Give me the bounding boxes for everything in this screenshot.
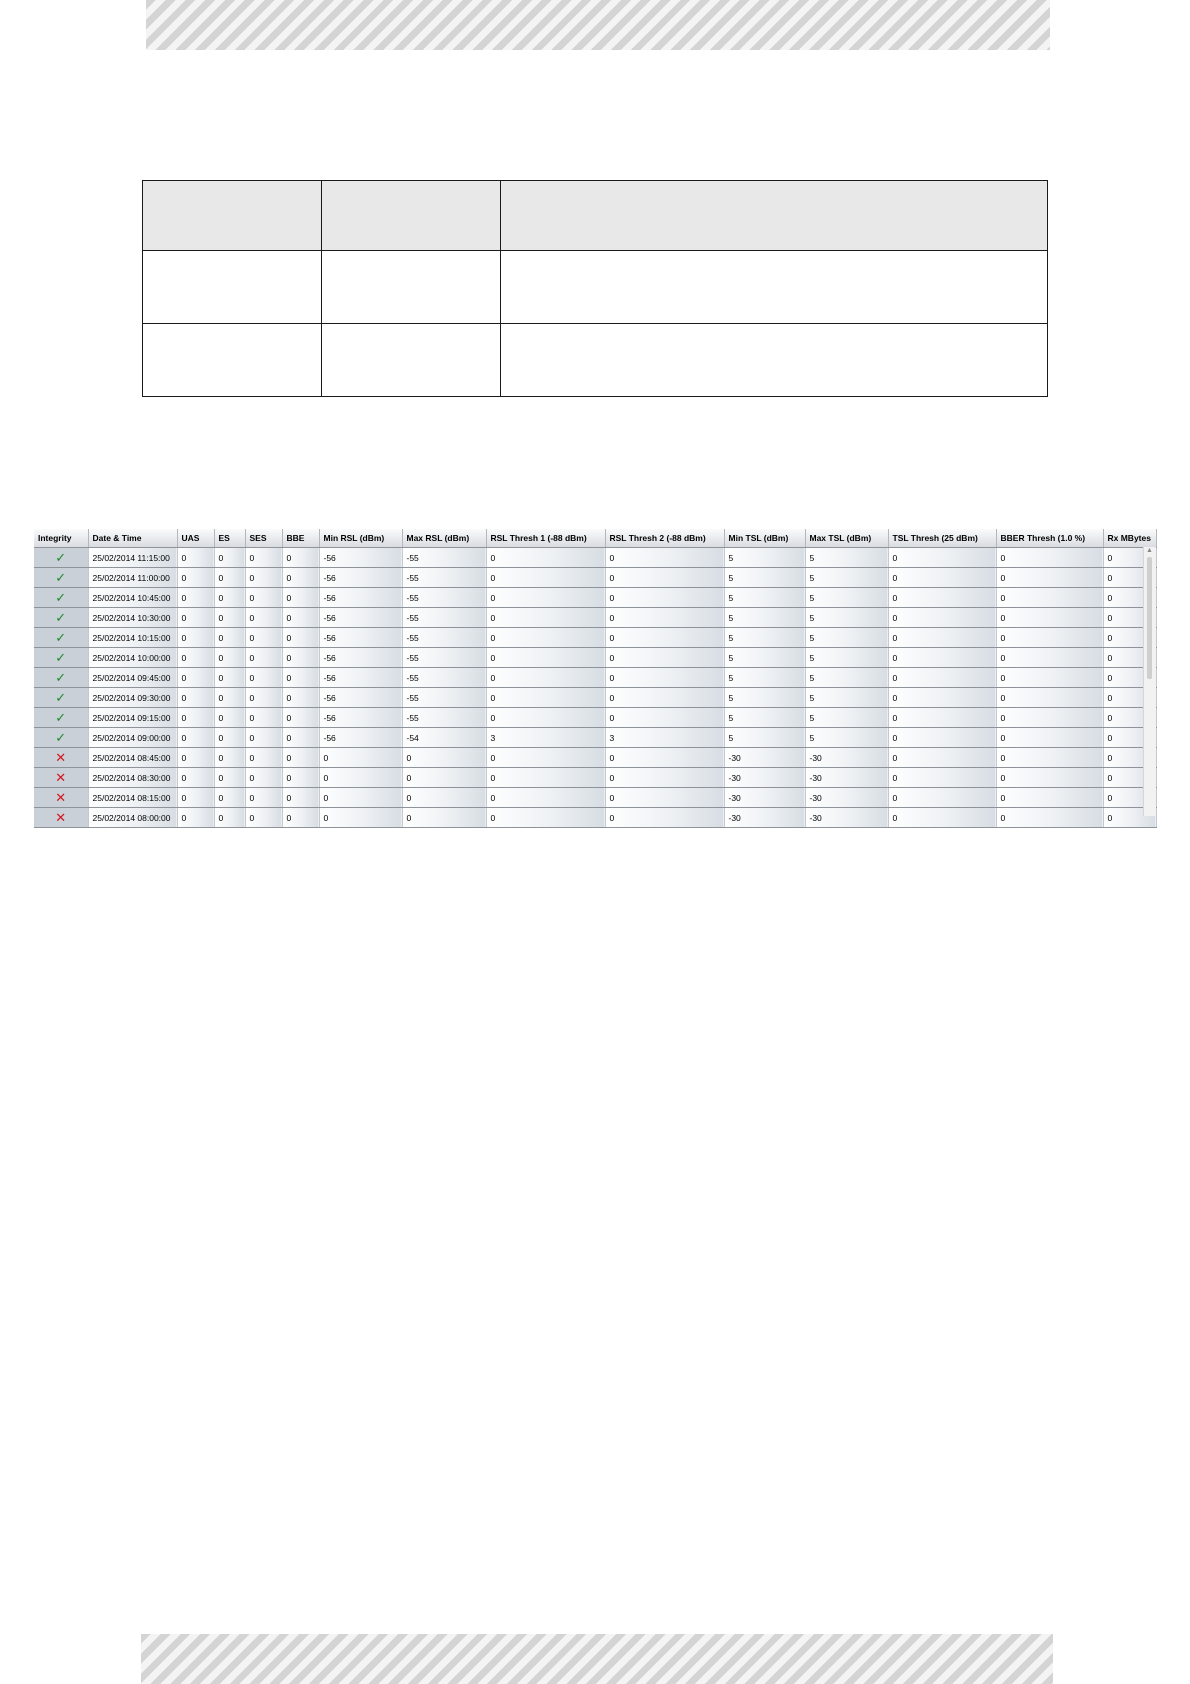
value-cell: 0 bbox=[888, 568, 996, 588]
value-cell: 0 bbox=[486, 608, 605, 628]
value-cell: -55 bbox=[402, 548, 486, 568]
value-cell: 0 bbox=[245, 628, 282, 648]
value-cell: -30 bbox=[805, 768, 888, 788]
value-cell: -55 bbox=[402, 588, 486, 608]
value-cell: 0 bbox=[245, 568, 282, 588]
value-cell: 0 bbox=[888, 708, 996, 728]
value-cell: 0 bbox=[214, 568, 245, 588]
value-cell: 0 bbox=[605, 748, 724, 768]
value-cell: 0 bbox=[996, 648, 1103, 668]
value-cell: 0 bbox=[282, 668, 319, 688]
value-cell: -55 bbox=[402, 608, 486, 628]
value-cell: 0 bbox=[282, 728, 319, 748]
value-cell: 0 bbox=[402, 768, 486, 788]
value-cell: 0 bbox=[214, 608, 245, 628]
value-cell: 0 bbox=[177, 748, 214, 768]
check-icon: ✓ bbox=[34, 588, 88, 608]
value-cell: 0 bbox=[1103, 808, 1156, 828]
column-header[interactable]: Date & Time bbox=[88, 529, 177, 548]
value-cell: 0 bbox=[214, 668, 245, 688]
cross-icon: ✕ bbox=[34, 748, 88, 768]
value-cell: 3 bbox=[486, 728, 605, 748]
value-cell: 0 bbox=[245, 648, 282, 668]
value-cell: 0 bbox=[245, 668, 282, 688]
date-time-cell: 25/02/2014 10:30:00 bbox=[88, 608, 177, 628]
date-time-cell: 25/02/2014 10:15:00 bbox=[88, 628, 177, 648]
value-cell: 0 bbox=[282, 548, 319, 568]
column-header[interactable]: Integrity bbox=[34, 529, 88, 548]
value-cell: 0 bbox=[605, 668, 724, 688]
value-cell: 0 bbox=[605, 708, 724, 728]
value-cell: 0 bbox=[888, 728, 996, 748]
value-cell: -56 bbox=[319, 608, 402, 628]
value-cell: 0 bbox=[177, 808, 214, 828]
value-cell: 0 bbox=[282, 708, 319, 728]
value-cell: 0 bbox=[888, 628, 996, 648]
value-cell: 0 bbox=[177, 648, 214, 668]
reference-cell bbox=[143, 251, 322, 324]
reference-cell bbox=[143, 324, 322, 397]
value-cell: 0 bbox=[605, 548, 724, 568]
value-cell: 0 bbox=[282, 568, 319, 588]
value-cell: 0 bbox=[177, 588, 214, 608]
value-cell: 0 bbox=[282, 588, 319, 608]
value-cell: -56 bbox=[319, 588, 402, 608]
value-cell: 0 bbox=[996, 588, 1103, 608]
table-row[interactable] bbox=[34, 608, 1156, 628]
reference-header-cell bbox=[322, 181, 501, 251]
value-cell: 0 bbox=[282, 648, 319, 668]
value-cell: -56 bbox=[319, 648, 402, 668]
value-cell: -56 bbox=[319, 568, 402, 588]
value-cell: 0 bbox=[1103, 588, 1156, 608]
value-cell: 0 bbox=[605, 808, 724, 828]
column-header[interactable]: Min RSL (dBm) bbox=[319, 529, 402, 548]
value-cell: -55 bbox=[402, 668, 486, 688]
value-cell: -56 bbox=[319, 548, 402, 568]
value-cell: 0 bbox=[282, 688, 319, 708]
value-cell: 0 bbox=[996, 808, 1103, 828]
value-cell: 0 bbox=[486, 628, 605, 648]
date-time-cell: 25/02/2014 09:00:00 bbox=[88, 728, 177, 748]
value-cell: 5 bbox=[805, 688, 888, 708]
value-cell: 5 bbox=[805, 588, 888, 608]
value-cell: 0 bbox=[486, 648, 605, 668]
value-cell: 0 bbox=[245, 728, 282, 748]
table-row[interactable] bbox=[34, 748, 1156, 768]
value-cell: 0 bbox=[245, 708, 282, 728]
value-cell: 0 bbox=[888, 648, 996, 668]
reference-header-cell bbox=[143, 181, 322, 251]
vertical-scrollbar[interactable] bbox=[1143, 547, 1156, 816]
value-cell: 0 bbox=[486, 548, 605, 568]
reference-cell bbox=[322, 251, 501, 324]
value-cell: 0 bbox=[996, 788, 1103, 808]
footer-hatch-band bbox=[141, 1634, 1053, 1684]
value-cell: 5 bbox=[724, 728, 805, 748]
value-cell: 0 bbox=[245, 768, 282, 788]
value-cell: -30 bbox=[805, 748, 888, 768]
check-icon: ✓ bbox=[34, 628, 88, 648]
value-cell: 5 bbox=[724, 628, 805, 648]
value-cell: 0 bbox=[282, 788, 319, 808]
table-row[interactable] bbox=[34, 628, 1156, 648]
value-cell: 0 bbox=[245, 688, 282, 708]
value-cell: 0 bbox=[996, 768, 1103, 788]
value-cell: 3 bbox=[605, 728, 724, 748]
check-icon: ✓ bbox=[34, 608, 88, 628]
value-cell: 5 bbox=[724, 588, 805, 608]
value-cell: 5 bbox=[724, 568, 805, 588]
value-cell: 5 bbox=[724, 688, 805, 708]
value-cell: 0 bbox=[996, 568, 1103, 588]
table-row[interactable] bbox=[34, 708, 1156, 728]
date-time-cell: 25/02/2014 08:30:00 bbox=[88, 768, 177, 788]
column-header[interactable]: BBE bbox=[282, 529, 319, 548]
value-cell: 0 bbox=[214, 708, 245, 728]
reference-cell bbox=[501, 324, 1048, 397]
header-hatch-band bbox=[146, 0, 1050, 50]
value-cell: 0 bbox=[486, 768, 605, 788]
value-cell: 0 bbox=[888, 588, 996, 608]
value-cell: 0 bbox=[1103, 708, 1156, 728]
value-cell: 0 bbox=[319, 768, 402, 788]
value-cell: 0 bbox=[888, 748, 996, 768]
value-cell: 0 bbox=[996, 668, 1103, 688]
column-header[interactable]: Min TSL (dBm) bbox=[724, 529, 805, 548]
value-cell: 0 bbox=[605, 768, 724, 788]
date-time-cell: 25/02/2014 10:45:00 bbox=[88, 588, 177, 608]
value-cell: 0 bbox=[245, 808, 282, 828]
value-cell: -30 bbox=[724, 768, 805, 788]
value-cell: 0 bbox=[282, 608, 319, 628]
value-cell: 0 bbox=[214, 768, 245, 788]
column-header[interactable]: Rx MBytes bbox=[1103, 529, 1156, 548]
table-row[interactable] bbox=[34, 588, 1156, 608]
date-time-cell: 25/02/2014 09:30:00 bbox=[88, 688, 177, 708]
value-cell: 0 bbox=[245, 588, 282, 608]
value-cell: 0 bbox=[282, 768, 319, 788]
value-cell: 0 bbox=[605, 588, 724, 608]
value-cell: -55 bbox=[402, 688, 486, 708]
column-header[interactable]: RSL Thresh 2 (-88 dBm) bbox=[605, 529, 724, 548]
value-cell: 5 bbox=[805, 568, 888, 588]
value-cell: 0 bbox=[888, 688, 996, 708]
value-cell: 0 bbox=[486, 688, 605, 708]
value-cell: 0 bbox=[605, 688, 724, 708]
value-cell: 0 bbox=[214, 808, 245, 828]
value-cell: 0 bbox=[486, 808, 605, 828]
scrollbar-thumb[interactable] bbox=[1147, 557, 1152, 679]
value-cell: -56 bbox=[319, 628, 402, 648]
value-cell: 0 bbox=[1103, 608, 1156, 628]
value-cell: 5 bbox=[805, 648, 888, 668]
value-cell: 0 bbox=[402, 788, 486, 808]
value-cell: 0 bbox=[1103, 728, 1156, 748]
value-cell: 0 bbox=[282, 808, 319, 828]
reference-table-row bbox=[143, 324, 1048, 397]
value-cell: 0 bbox=[486, 668, 605, 688]
value-cell: 0 bbox=[214, 728, 245, 748]
check-icon: ✓ bbox=[34, 568, 88, 588]
reference-table bbox=[142, 180, 1048, 397]
value-cell: 0 bbox=[177, 628, 214, 648]
value-cell: -56 bbox=[319, 668, 402, 688]
value-cell: 0 bbox=[177, 768, 214, 788]
column-header[interactable]: TSL Thresh (25 dBm) bbox=[888, 529, 996, 548]
value-cell: 0 bbox=[402, 808, 486, 828]
value-cell: 0 bbox=[245, 748, 282, 768]
value-cell: -56 bbox=[319, 688, 402, 708]
value-cell: 0 bbox=[605, 568, 724, 588]
date-time-cell: 25/02/2014 10:00:00 bbox=[88, 648, 177, 668]
value-cell: 5 bbox=[805, 608, 888, 628]
value-cell: -30 bbox=[805, 788, 888, 808]
value-cell: 0 bbox=[996, 688, 1103, 708]
value-cell: 5 bbox=[724, 668, 805, 688]
value-cell: 0 bbox=[1103, 768, 1156, 788]
grid-header-row bbox=[34, 529, 1156, 548]
value-cell: 5 bbox=[805, 548, 888, 568]
check-icon: ✓ bbox=[34, 708, 88, 728]
table-row[interactable] bbox=[34, 668, 1156, 688]
column-header[interactable]: BBER Thresh (1.0 %) bbox=[996, 529, 1103, 548]
table-row[interactable] bbox=[34, 728, 1156, 748]
table-row[interactable] bbox=[34, 808, 1156, 828]
value-cell: 0 bbox=[319, 748, 402, 768]
value-cell: 0 bbox=[996, 708, 1103, 728]
value-cell: 0 bbox=[605, 628, 724, 648]
value-cell: 0 bbox=[605, 608, 724, 628]
reference-table-header-row bbox=[143, 181, 1048, 251]
date-time-cell: 25/02/2014 08:00:00 bbox=[88, 808, 177, 828]
value-cell: 0 bbox=[486, 788, 605, 808]
value-cell: 0 bbox=[888, 668, 996, 688]
reference-header-cell bbox=[501, 181, 1048, 251]
value-cell: 0 bbox=[888, 808, 996, 828]
value-cell: 0 bbox=[996, 548, 1103, 568]
value-cell: 0 bbox=[1103, 648, 1156, 668]
value-cell: 0 bbox=[319, 788, 402, 808]
column-header[interactable]: RSL Thresh 1 (-88 dBm) bbox=[486, 529, 605, 548]
value-cell: 0 bbox=[888, 608, 996, 628]
check-icon: ✓ bbox=[34, 668, 88, 688]
date-time-cell: 25/02/2014 09:15:00 bbox=[88, 708, 177, 728]
date-time-cell: 25/02/2014 09:45:00 bbox=[88, 668, 177, 688]
value-cell: 0 bbox=[402, 748, 486, 768]
table-row[interactable] bbox=[34, 788, 1156, 808]
column-header[interactable]: SES bbox=[245, 529, 282, 548]
value-cell: 0 bbox=[214, 588, 245, 608]
value-cell: 0 bbox=[996, 728, 1103, 748]
value-cell: -56 bbox=[319, 728, 402, 748]
value-cell: 5 bbox=[724, 648, 805, 668]
value-cell: 0 bbox=[888, 768, 996, 788]
value-cell: -54 bbox=[402, 728, 486, 748]
value-cell: 0 bbox=[245, 788, 282, 808]
value-cell: 0 bbox=[1103, 788, 1156, 808]
value-cell: 0 bbox=[214, 628, 245, 648]
value-cell: 0 bbox=[214, 748, 245, 768]
value-cell: 0 bbox=[605, 648, 724, 668]
value-cell: 0 bbox=[282, 748, 319, 768]
value-cell: 0 bbox=[214, 788, 245, 808]
date-time-cell: 25/02/2014 11:15:00 bbox=[88, 548, 177, 568]
value-cell: 0 bbox=[1103, 688, 1156, 708]
cross-icon: ✕ bbox=[34, 768, 88, 788]
value-cell: -55 bbox=[402, 568, 486, 588]
value-cell: -30 bbox=[724, 748, 805, 768]
value-cell: 0 bbox=[319, 808, 402, 828]
column-header[interactable]: ES bbox=[214, 529, 245, 548]
value-cell: 0 bbox=[214, 688, 245, 708]
value-cell: 0 bbox=[996, 748, 1103, 768]
column-header[interactable]: Max RSL (dBm) bbox=[402, 529, 486, 548]
value-cell: 0 bbox=[1103, 748, 1156, 768]
value-cell: 0 bbox=[177, 728, 214, 748]
table-row[interactable] bbox=[34, 688, 1156, 708]
table-row[interactable] bbox=[34, 648, 1156, 668]
value-cell: 0 bbox=[177, 548, 214, 568]
value-cell: -56 bbox=[319, 708, 402, 728]
value-cell: -30 bbox=[724, 808, 805, 828]
performance-history-screenshot bbox=[34, 529, 1156, 825]
value-cell: 0 bbox=[245, 548, 282, 568]
value-cell: 0 bbox=[1103, 548, 1156, 568]
value-cell: -30 bbox=[805, 808, 888, 828]
check-icon: ✓ bbox=[34, 648, 88, 668]
value-cell: 5 bbox=[805, 668, 888, 688]
value-cell: 0 bbox=[605, 788, 724, 808]
check-icon: ✓ bbox=[34, 728, 88, 748]
check-icon: ✓ bbox=[34, 548, 88, 568]
value-cell: 0 bbox=[486, 748, 605, 768]
value-cell: -55 bbox=[402, 648, 486, 668]
reference-cell bbox=[322, 324, 501, 397]
date-time-cell: 25/02/2014 08:15:00 bbox=[88, 788, 177, 808]
value-cell: 0 bbox=[996, 628, 1103, 648]
table-row[interactable] bbox=[34, 568, 1156, 588]
value-cell: -55 bbox=[402, 628, 486, 648]
value-cell: 0 bbox=[214, 648, 245, 668]
value-cell: -55 bbox=[402, 708, 486, 728]
value-cell: 0 bbox=[486, 708, 605, 728]
date-time-cell: 25/02/2014 08:45:00 bbox=[88, 748, 177, 768]
value-cell: 0 bbox=[245, 608, 282, 628]
value-cell: 5 bbox=[805, 708, 888, 728]
column-header[interactable]: Max TSL (dBm) bbox=[805, 529, 888, 548]
value-cell: 0 bbox=[1103, 628, 1156, 648]
value-cell: 0 bbox=[177, 788, 214, 808]
value-cell: -30 bbox=[724, 788, 805, 808]
value-cell: 0 bbox=[214, 548, 245, 568]
value-cell: 0 bbox=[177, 668, 214, 688]
value-cell: 0 bbox=[177, 708, 214, 728]
value-cell: 0 bbox=[1103, 668, 1156, 688]
value-cell: 5 bbox=[724, 608, 805, 628]
cross-icon: ✕ bbox=[34, 808, 88, 828]
scroll-up-arrow-icon[interactable]: ▲ bbox=[1146, 547, 1153, 554]
value-cell: 0 bbox=[177, 688, 214, 708]
value-cell: 0 bbox=[888, 548, 996, 568]
value-cell: 0 bbox=[282, 628, 319, 648]
value-cell: 5 bbox=[805, 628, 888, 648]
performance-history-grid bbox=[34, 529, 1157, 828]
date-time-cell: 25/02/2014 11:00:00 bbox=[88, 568, 177, 588]
value-cell: 0 bbox=[996, 608, 1103, 628]
reference-cell bbox=[501, 251, 1048, 324]
check-icon: ✓ bbox=[34, 688, 88, 708]
value-cell: 0 bbox=[888, 788, 996, 808]
value-cell: 0 bbox=[486, 568, 605, 588]
column-header[interactable]: UAS bbox=[177, 529, 214, 548]
table-row[interactable] bbox=[34, 768, 1156, 788]
cross-icon: ✕ bbox=[34, 788, 88, 808]
value-cell: 5 bbox=[805, 728, 888, 748]
value-cell: 5 bbox=[724, 548, 805, 568]
value-cell: 5 bbox=[724, 708, 805, 728]
table-row[interactable] bbox=[34, 548, 1156, 568]
value-cell: 0 bbox=[1103, 568, 1156, 588]
value-cell: 0 bbox=[177, 568, 214, 588]
value-cell: 0 bbox=[486, 588, 605, 608]
reference-table-row bbox=[143, 251, 1048, 324]
value-cell: 0 bbox=[177, 608, 214, 628]
